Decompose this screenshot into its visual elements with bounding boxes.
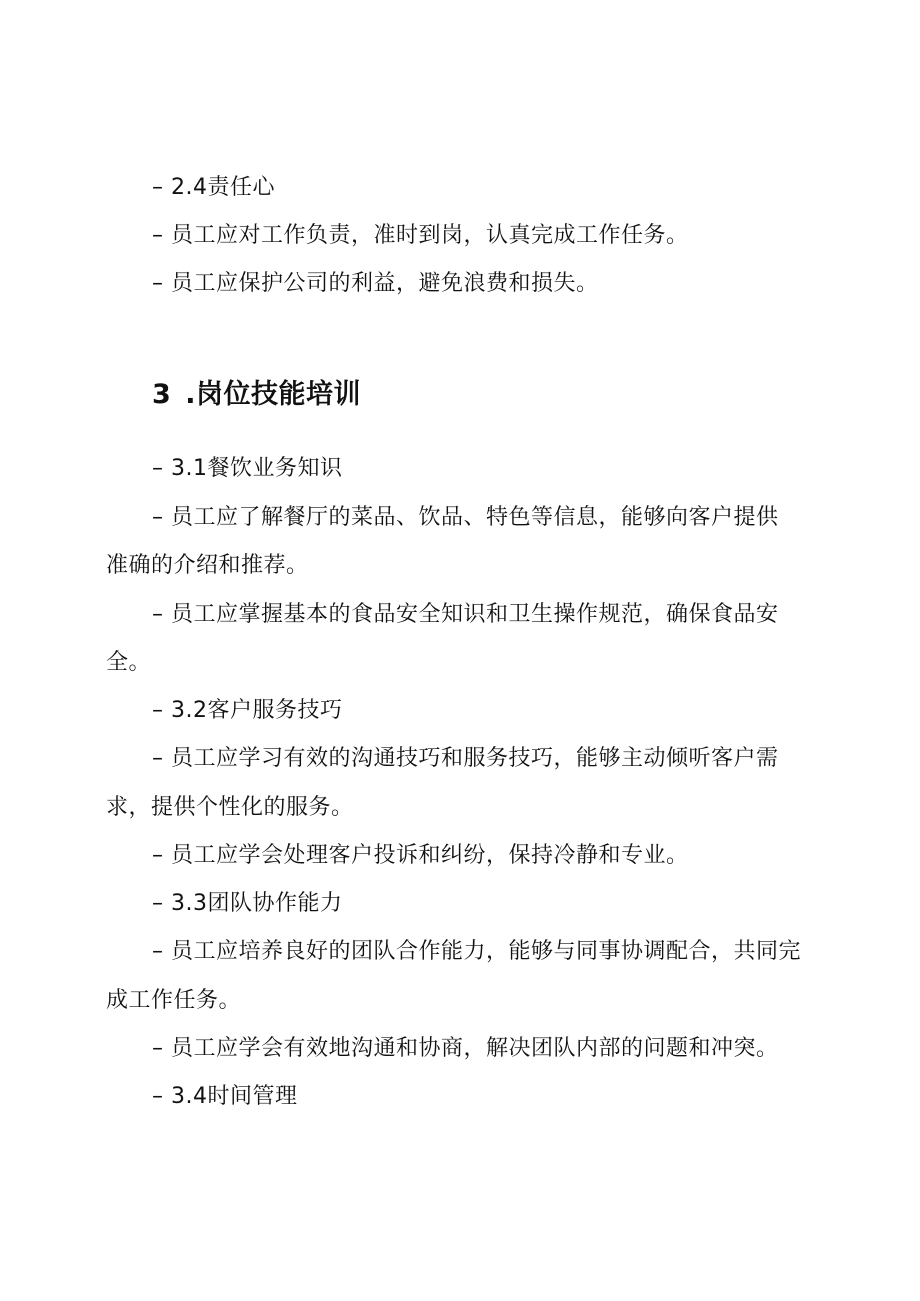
list-item: – 员工应了解餐厅的菜品、饮品、特色等信息，能够向客户提供 [152,505,779,530]
subsection-title-3-2: – 3.2客户服务技巧 [152,698,343,723]
list-item: – 员工应学会处理客户投诉和纠纷，保持冷静和专业。 [152,843,689,868]
subsection-title-2-4: – 2.4责任心 [152,175,275,200]
section-heading-3 [152,372,361,418]
list-item: – 员工应学习有效的沟通技巧和服务技巧，能够主动倾听客户需 [152,746,779,771]
list-item-continuation: 成工作任务。 [106,988,242,1013]
list-item: – 员工应保护公司的利益，避免浪费和损失。 [152,271,599,296]
subsection-title-3-1: – 3.1餐饮业务知识 [152,456,343,481]
section-title: .岗位技能培训 [185,379,362,410]
list-item: – 员工应对工作负责，准时到岗，认真完成工作任务。 [152,223,689,248]
list-item: – 员工应掌握基本的食品安全知识和卫生操作规范，确保食品安 [152,602,779,627]
list-item: – 员工应学会有效地沟通和协商，解决团队内部的问题和冲突。 [152,1036,779,1061]
subsection-title-3-3: – 3.3团队协作能力 [152,891,343,916]
list-item-continuation: 全。 [106,650,152,675]
list-item: – 员工应培养良好的团队合作能力，能够与同事协调配合，共同完 [152,939,801,964]
section-number: 3 [152,379,172,410]
subsection-title-3-4: – 3.4时间管理 [152,1084,298,1109]
list-item-continuation: 准确的介绍和推荐。 [106,553,309,578]
list-item-continuation: 求，提供个性化的服务。 [106,795,354,820]
